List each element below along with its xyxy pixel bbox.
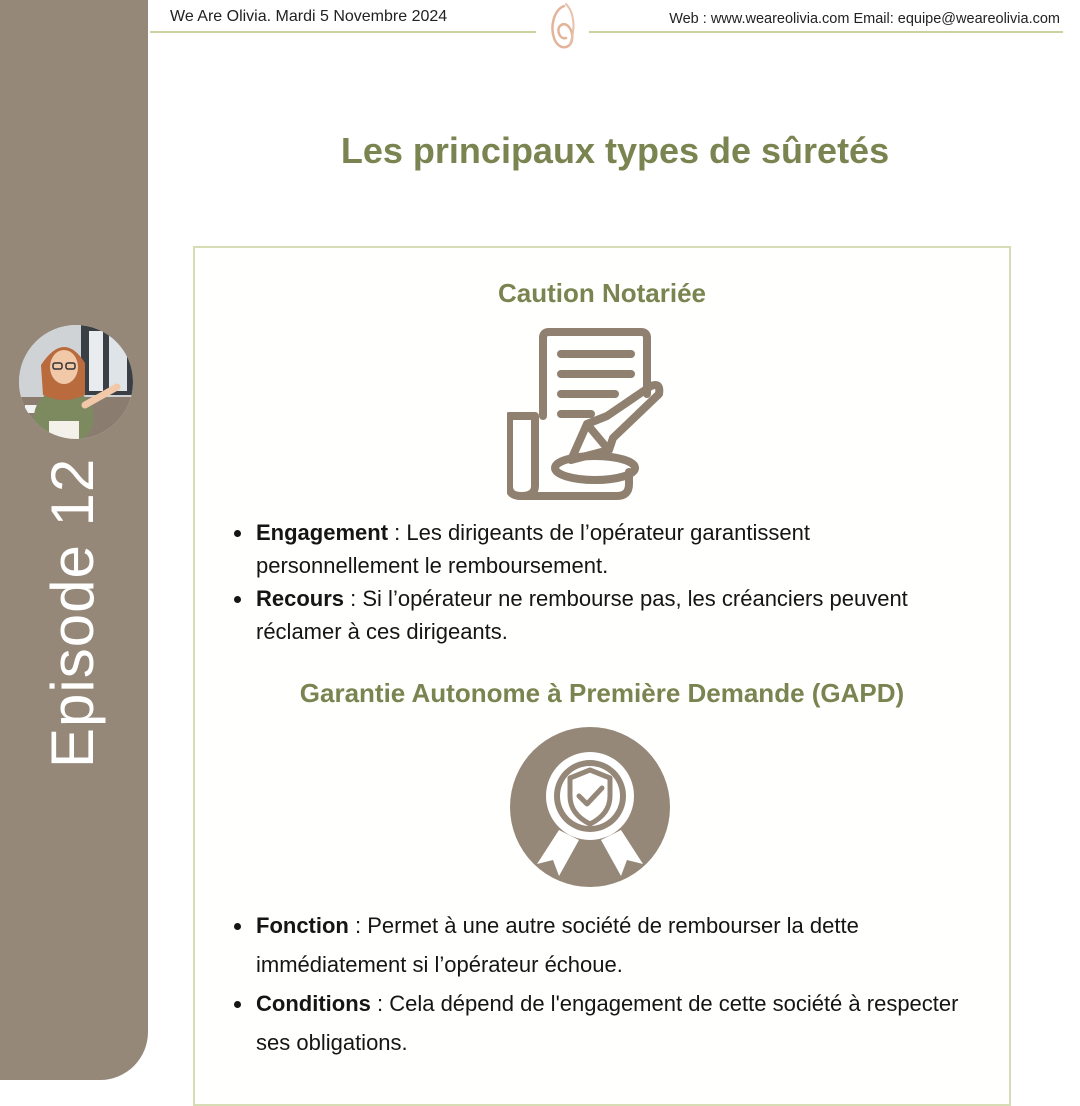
spiral-logo-icon xyxy=(540,0,588,56)
list-item: • Conditions : Cela dépend de l'engagement de cette société à respecter ses obligations. xyxy=(254,984,974,1062)
host-avatar xyxy=(19,325,133,439)
section-title-caution: Caution Notariée xyxy=(497,278,707,308)
sidebar xyxy=(0,0,148,1080)
header-contact: Web : www.weareolivia.com Email: equipe@weareolivia.com xyxy=(669,11,1060,27)
section-title-gapd: Garantie Autonome à Première Demande (GAPD) xyxy=(299,678,905,708)
list-item: • Engagement : Les dirigeants de l’opérateur garantissent personnellement le remboursement. xyxy=(254,516,974,582)
caution-bullet-list xyxy=(228,516,974,648)
header-divider-left xyxy=(150,31,536,33)
gapd-bullet-list xyxy=(228,906,974,1062)
header-date: We Are Olivia. Mardi 5 Novembre 2024 xyxy=(170,8,448,25)
page-title: Les principaux types de sûretés xyxy=(340,130,890,171)
content-card xyxy=(193,246,1011,1106)
list-item: • Recours : Si l’opérateur ne rembourse pas, les créanciers peuvent réclamer à ces dirigeants. xyxy=(254,582,974,648)
guarantee-badge-icon xyxy=(509,726,671,893)
header-divider-right xyxy=(589,31,1063,33)
episode-label: Episode 12 xyxy=(39,457,106,768)
notarized-document-icon xyxy=(507,326,667,507)
list-item: • Fonction : Permet à une autre société de rembourser la dette immédiatement si l’opérateur échoue. xyxy=(254,906,974,984)
